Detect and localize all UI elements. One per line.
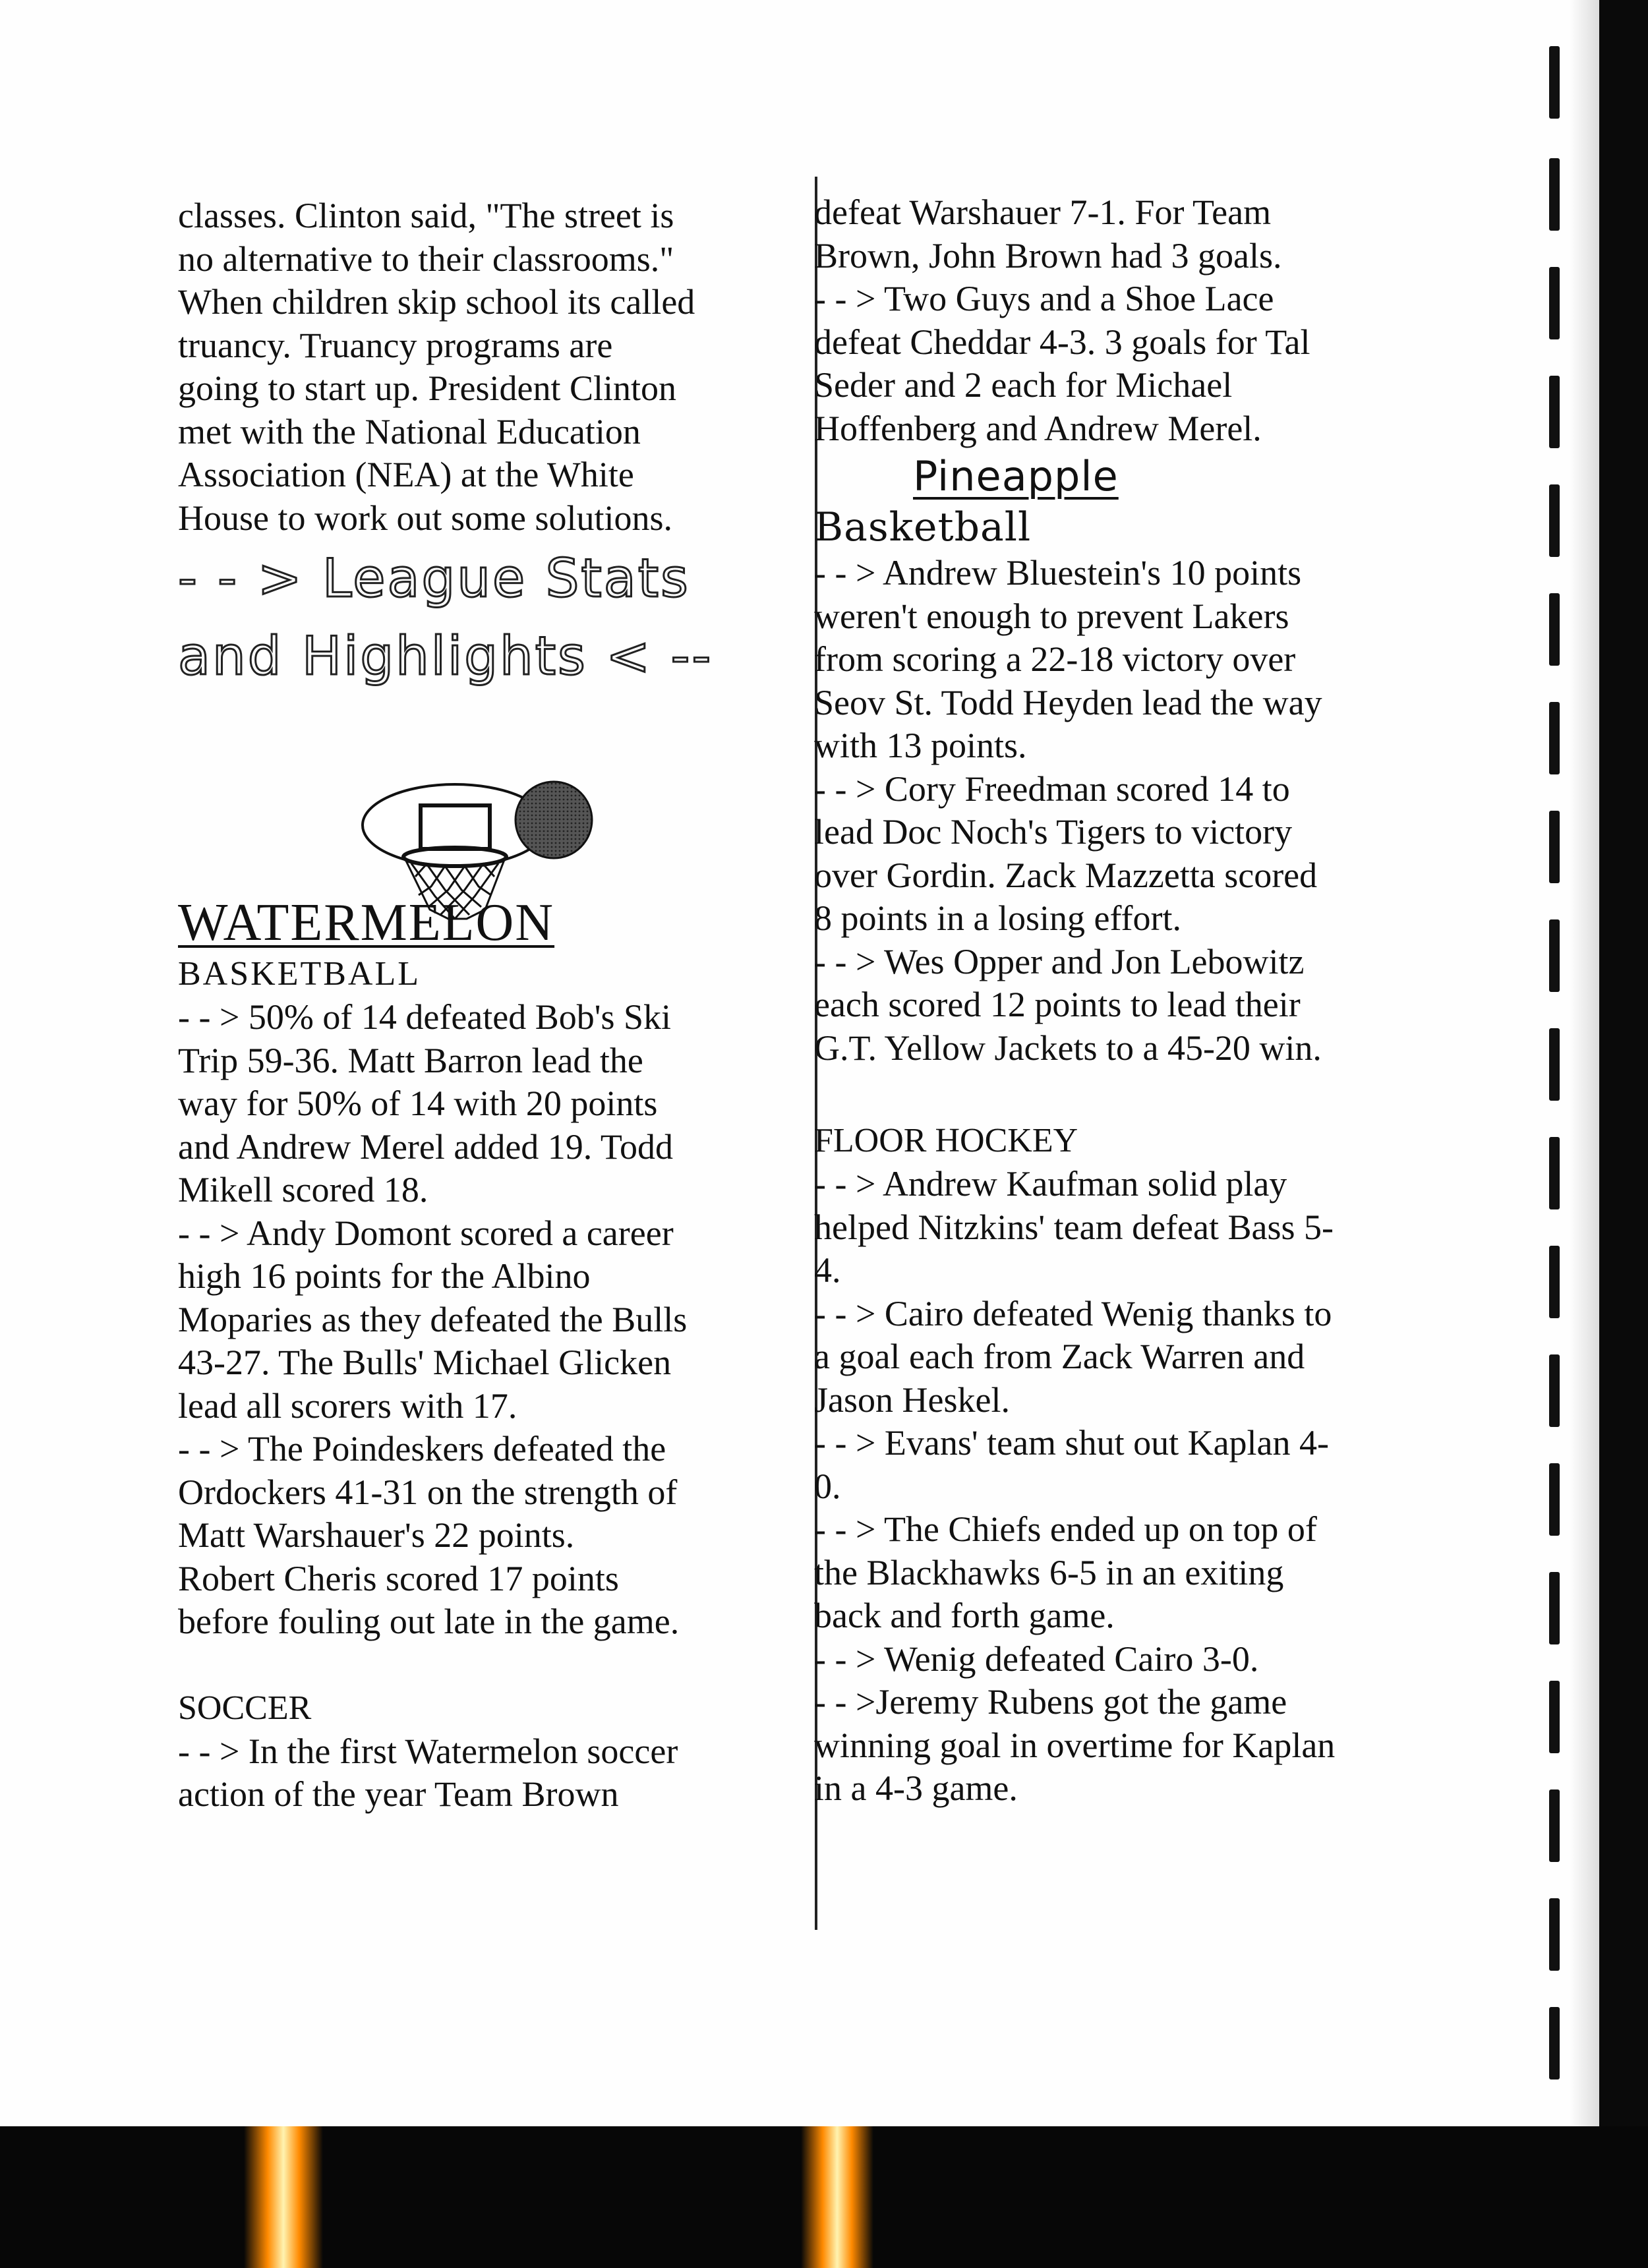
soccer-continued-text: defeat Warshauer 7-1. For Team Brown, John Brown had 3 goals. - - > Two Guys and a Shoe Lace defeat Cheddar 4-3. 3 goals for Tal Seder and 2 each for Michael Hoffenberg and Andrew Merel. [814, 192, 1310, 448]
paragraph-spacer [178, 1644, 798, 1687]
binding-hole [1549, 158, 1560, 231]
binding-spine [1599, 0, 1648, 2129]
watermelon-basketball-text: - - > 50% of 14 defeated Bob's Ski Trip 59-36. Matt Barron lead the way for 50% of 14 with 20 points and Andrew Merel added 19. Todd Mikell scored 18. - - > Andy Domont scored a career high 16 points for the Albino Moparies as they defeated the Bulls 43-27. The Bulls' Michael Glicken lead all scorers with 17. - - > The Poindeskers defeated the Ordockers 41-31 on the strength of Matt Warshauer's 22 points. Robert Cheris scored 17 points before fouling out late in the game. [178, 997, 688, 1641]
binding-hole [1549, 1463, 1560, 1536]
watermelon-soccer-heading: SOCCER [178, 1689, 312, 1727]
scan-light-streak [801, 2126, 873, 2268]
pineapple-title: Pineapple [913, 452, 1119, 500]
watermelon-soccer-text: - - > In the first Watermelon soccer action of the year Team Brown [178, 1731, 678, 1814]
binding-hole [1549, 1354, 1560, 1427]
floor-hockey-text: - - > Andrew Kaufman solid play helped Nitzkins' team defeat Bass 5- 4. - - > Cairo defeated Wenig thanks to a goal each from Zack Warren and Jason Heskel. - - > Evans' team shut out Kaplan 4- 0. - - > The Chiefs ended up on top of the Blackhawks 6-5 in an exiting back and forth game. - - > Wenig defeated Cairo 3-0. - - >Jeremy Rubens got the game winning goal in overtime for Kaplan in a 4-3 game. [814, 1164, 1336, 1808]
watermelon-basketball-heading: BASKETBALL [178, 955, 421, 993]
binding-hole [1549, 1572, 1560, 1644]
binding-hole [1549, 1681, 1560, 1753]
left-column [178, 194, 798, 1817]
binding-hole [1549, 1137, 1560, 1209]
binding-hole [1549, 593, 1560, 666]
floor-hockey-heading: FLOOR HOCKEY [814, 1122, 1078, 1159]
scan-light-streak [244, 2126, 323, 2268]
binding-hole [1549, 811, 1560, 883]
basketball-hoop-icon [356, 778, 606, 936]
league-stats-title: - - > League Stats and Highlights < -- [178, 548, 713, 687]
binding-hole [1549, 1898, 1560, 1971]
binding-holes [1549, 40, 1569, 2116]
binding-hole [1549, 1246, 1560, 1318]
binding-hole [1549, 1028, 1560, 1101]
paragraph-spacer [814, 1070, 1447, 1119]
binding-hole [1549, 484, 1560, 557]
binding-hole [1549, 2007, 1560, 2079]
binding-hole [1549, 919, 1560, 992]
right-column [814, 191, 1447, 1811]
binding-hole [1549, 46, 1560, 119]
intro-paragraph: classes. Clinton said, "The street is no alternative to their classrooms." When children skip school its called truancy. Truancy programs are going to start up. President Clinton met with the National Education Association (NEA) at the White House to work out some solutions. [178, 196, 695, 538]
binding-hole [1549, 1789, 1560, 1862]
binding-hole [1549, 267, 1560, 339]
binding-hole [1549, 376, 1560, 448]
watermelon-title: WATERMELON [178, 894, 555, 952]
pineapple-basketball-text: - - > Andrew Bluestein's 10 points weren't enough to prevent Lakers from scoring a 22-18 victory over Seov St. Todd Heyden lead the way with 13 points. - - > Cory Freedman scored 14 to lead Doc Noch's Tigers to victory over Gordin. Zack Mazzetta scored 8 points in a losing effort. - - > Wes Opper and Jon Lebowitz each scored 12 points to lead their G.T. Yellow Jackets to a 45-20 win. [814, 553, 1322, 1068]
pineapple-basketball-heading: Basketball [814, 504, 1032, 550]
binding-hole [1549, 702, 1560, 774]
page-edge-shadow [1569, 0, 1599, 2129]
